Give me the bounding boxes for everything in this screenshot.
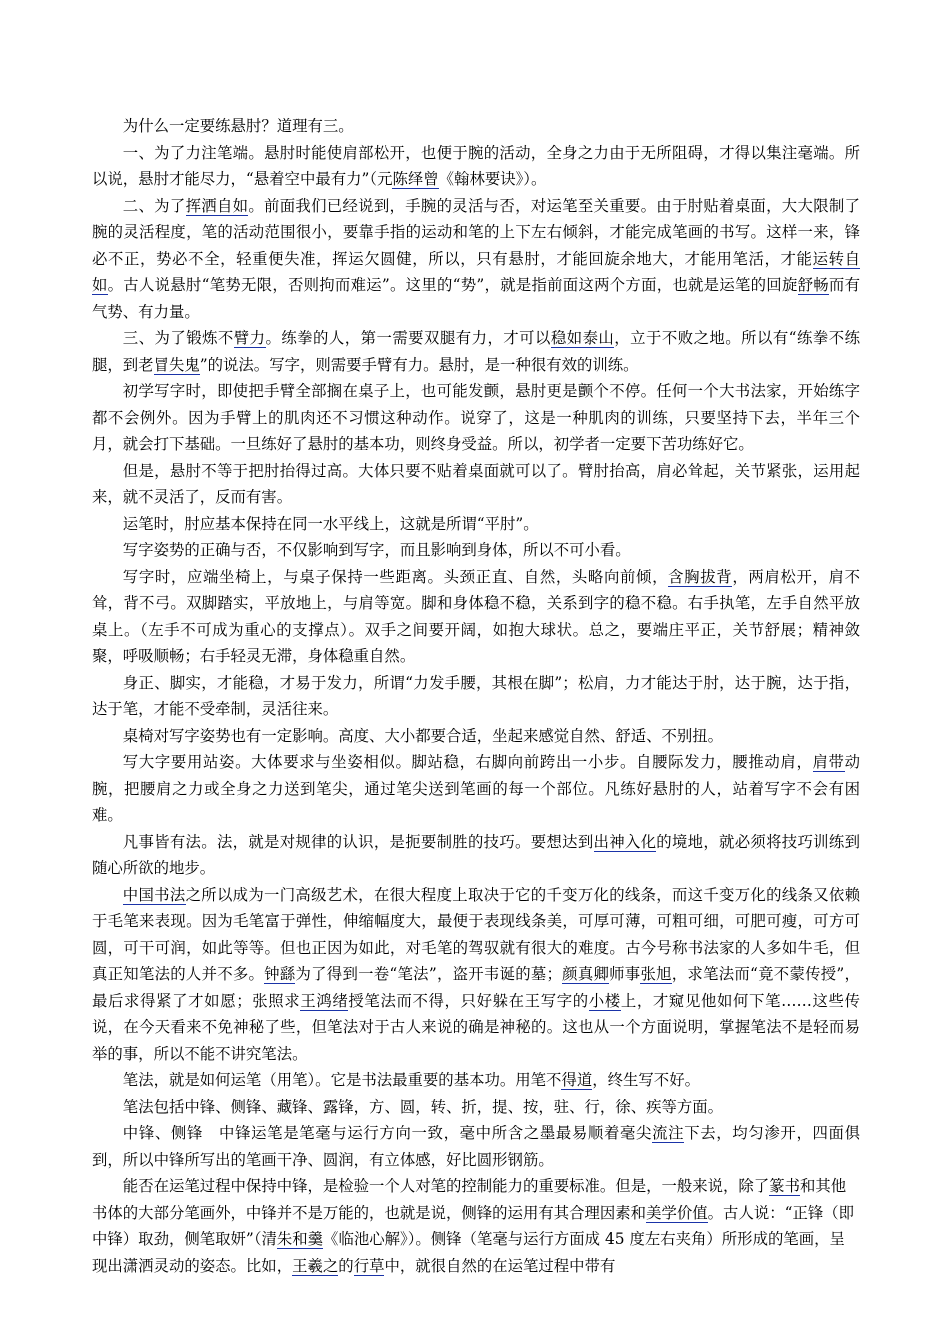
hyperlink[interactable]: 小楼 <box>588 991 621 1010</box>
text-run: 师事 <box>609 965 641 983</box>
text-run: 中，就很自然的在运笔过程中带有 <box>384 1256 616 1275</box>
hyperlink[interactable]: 行草 <box>353 1256 385 1275</box>
paragraph <box>92 325 860 378</box>
text-run: 动腕，把腰肩之力或全身之力送到笔尖，通过笔尖送到笔画的每一个部位。凡练好悬肘的人，站着写字不会有困难。 <box>92 753 860 824</box>
hyperlink[interactable]: 美学价值 <box>646 1203 708 1222</box>
text-run: 之所以成为一门高级艺术，在很大程度上取决于它的千变万化的线条，而这千变万化的线条又依赖于毛笔来表现。因为毛笔富于弹性，伸缩幅度大，最便于表现线条美，可厚可薄，可粗可细，可肥可瘦，可方可圆，可干可润，如此等等。但也正因为如此，对毛笔的驾驭就有很大的难度。古今号称书法家的人多如牛毛，但真正知笔法的人并不多。 <box>92 885 860 983</box>
hyperlink[interactable]: 得道 <box>561 1071 593 1089</box>
paragraph <box>92 749 860 829</box>
hyperlink[interactable]: 含胸拔背 <box>668 567 733 586</box>
paragraph <box>92 113 860 140</box>
text-run: 能否在运笔过程中保持中锋，是检验一个人对笔的控制能力的重要标准。但是，一般来说，除了 <box>122 1177 770 1195</box>
text-run: 写字姿势的正确与否，不仅影响到写字，而且影响到身体，所以不可小看。 <box>122 541 631 559</box>
text-run: 笔法，就是如何运笔（用笔）。它是书法最重要的基本功。用笔不 <box>122 1071 562 1089</box>
text-run: ，立于不败之地。所以有“练拳不练腿，到老 <box>92 329 860 374</box>
text-run: 的 <box>338 1256 354 1275</box>
text-run: 但是，悬肘不等于把肘抬得过高。大体只要不贴着桌面就可以了。臂肘抬高，肩必耸起，关节紧张，运用起来，就不灵活了，反而有害。 <box>92 461 860 506</box>
text-run: 下去，均匀渗开，四面俱到，所以中锋所写出的笔画干净、圆润，有立体感，好比圆形钢筋。 <box>92 1124 860 1169</box>
text-run: 三、为了锻炼不 <box>122 329 234 347</box>
hyperlink[interactable]: 王羲之 <box>292 1256 339 1275</box>
paragraph <box>92 1120 860 1173</box>
text-run: 上，才窥见他如何下笔……这些传说，在今天看来不免神秘了些，但笔法对于古人来说的确是神秘的。这也从一个方面说明，掌握笔法不是轻而易举的事，所以不能不讲究笔法。 <box>92 991 860 1063</box>
paragraph <box>92 1094 860 1121</box>
text-run: ”的说法。写字，则需要手臂有力。悬肘，是一种很有效的训练。 <box>199 355 639 374</box>
hyperlink[interactable]: 臂力 <box>233 329 266 347</box>
hyperlink[interactable]: 冒失鬼 <box>153 355 200 374</box>
text-run: 为什么一定要练悬肘？道理有三。 <box>122 117 354 135</box>
paragraph <box>92 378 860 458</box>
text-run: ，求笔法而“竟不蒙传授”，最后求得紧了才如愿；张照求 <box>92 965 860 1010</box>
text-run: 而有气势、有力量。 <box>92 276 860 321</box>
paragraph <box>92 537 860 564</box>
text-run: 运笔时，肘应基本保持在同一水平线上，这就是所谓“平肘”。 <box>122 514 539 533</box>
hyperlink[interactable]: 钟繇 <box>264 965 296 983</box>
text-run: 授笔法而不得，只好躲在王写字的 <box>348 991 589 1010</box>
hyperlink[interactable]: 王鸿绪 <box>300 991 349 1010</box>
hyperlink[interactable]: 稳如泰山 <box>550 329 615 347</box>
paragraph <box>92 670 860 723</box>
hyperlink[interactable]: 篆书 <box>769 1177 801 1195</box>
hyperlink[interactable]: 挥洒自如 <box>185 196 249 215</box>
hyperlink[interactable]: 陈绎曾 <box>392 170 439 188</box>
text-run: 凡事皆有法。法，就是对规律的认识，是扼要制胜的技巧。要想达到 <box>122 832 594 851</box>
paragraph <box>92 1067 860 1094</box>
text-run: 写大字要用站姿。大体要求与坐姿相似。脚站稳，右脚向前跨出一小步。自腰际发力，腰推动肩， <box>122 753 813 771</box>
paragraph <box>92 564 860 670</box>
paragraph <box>92 882 860 1068</box>
hyperlink[interactable]: 颜真卿 <box>561 965 610 983</box>
hyperlink[interactable]: 中国书法 <box>122 885 186 904</box>
hyperlink[interactable]: 舒畅 <box>797 276 829 294</box>
paragraph <box>92 140 860 193</box>
document-body <box>92 113 860 1279</box>
text-run: 。古人说悬肘“笔势无限，否则拘而难运”。这里的“势”，就是指前面这两个方面，也就是运笔的回旋 <box>107 276 798 294</box>
text-run: 。前面我们已经说到，手腕的灵活与否，对运笔至关重要。由于肘贴着桌面，大大限制了腕的灵活程度，笔的活动范围很小，要靠手指的运动和笔的上下左右倾斜，才能完成笔画的书写。这样一来，锋必不正，势必不全，轻重便失准，挥运欠圆健，所以，只有悬肘，才能回旋余地大，才能用笔活，才能 <box>92 196 860 268</box>
paragraph <box>92 458 860 511</box>
text-run: ，终生写不好。 <box>592 1071 700 1089</box>
paragraph <box>92 511 860 538</box>
hyperlink[interactable]: 出神入化 <box>593 832 657 851</box>
hyperlink[interactable]: 张旭 <box>640 965 672 983</box>
text-run: 身正、脚实，才能稳，才易于发力，所谓“力发手腰，其根在脚”；松肩，力才能达于肘，达于腕，达于指，达于笔，才能不受牵制，灵活往来。 <box>92 673 860 718</box>
text-run: 桌椅对写字姿势也有一定影响。高度、大小都要合适，坐起来感觉自然、舒适、不别扭。 <box>122 726 724 745</box>
paragraph <box>92 193 860 326</box>
text-run: 《临池心解》）。侧锋（笔毫与运行方面成 45 度左右夹角）所形成的笔画，呈现出潇洒灵动的姿态。比如， <box>92 1230 845 1275</box>
text-run: 的境地，就必须将技巧训练到随心所欲的地步。 <box>92 832 860 877</box>
paragraph <box>92 723 860 750</box>
text-run: ，两肩松开，肩不耸，背不弓。双脚踏实，平放地上，与肩等宽。脚和身体稳不稳，关系到字的稳不稳。右手执笔，左手自然平放桌上。（左手不可成为重心的支撑点）。双手之间要开阔，如抱大球状。总之，要端庄平正，关节舒展；精神敛聚，呼吸顺畅；右手轻灵无滞，身体稳重自然。 <box>92 567 860 665</box>
text-run: 为了得到一卷“笔法”，盗开韦诞的墓； <box>295 965 562 983</box>
text-run: 中锋、侧锋 中锋运笔是笔毫与运行方向一致，毫中所含之墨最易顺着毫尖 <box>122 1124 653 1142</box>
hyperlink[interactable]: 朱和羹 <box>276 1230 324 1248</box>
text-run: 笔法包括中锋、侧锋、藏锋、露锋，方、圆，转、折，提、按，驻、行，徐、疾等方面。 <box>122 1097 724 1116</box>
hyperlink[interactable]: 肩带 <box>812 753 845 771</box>
paragraph <box>92 829 860 882</box>
text-run: 《翰林要诀》）。 <box>438 170 547 188</box>
text-run: 初学写字时，即使把手臂全部搁在桌子上，也可能发颤，悬肘更是颤个不停。任何一个大书法家，开始练字都不会例外。因为手臂上的肌肉还不习惯这种动作。说穿了，这是一种肌肉的训练，只要坚持下去，半年三个月，就会打下基础。一旦练好了悬肘的基本功，则终身受益。所以，初学者一定要下苦功练好它。 <box>92 382 860 453</box>
text-run: 二、为了 <box>122 196 186 215</box>
text-run: 写字时，应端坐椅上，与桌子保持一些距离。头颈正直、自然，头略向前倾， <box>122 567 669 586</box>
hyperlink[interactable]: 运转自如 <box>92 249 860 294</box>
text-run: 。练拳的人，第一需要双腿有力，才可以 <box>265 329 551 347</box>
paragraph <box>92 1173 860 1279</box>
text-run: 和其他书体的大部分笔画外，中锋并不是万能的，也就是说，侧锋的运用有其合理因素和 <box>92 1177 847 1222</box>
hyperlink[interactable]: 流注 <box>652 1124 685 1142</box>
text-run: 。古人说：“正锋（即中锋）取劲，侧笔取妍”（清 <box>92 1203 855 1248</box>
text-run: 一、为了力注笔端。悬肘时能使肩部松开，也便于腕的活动，全身之力由于无所阻碍，才得以集注毫端。所以说，悬肘才能尽力，“悬着空中最有力”（元 <box>92 143 860 188</box>
